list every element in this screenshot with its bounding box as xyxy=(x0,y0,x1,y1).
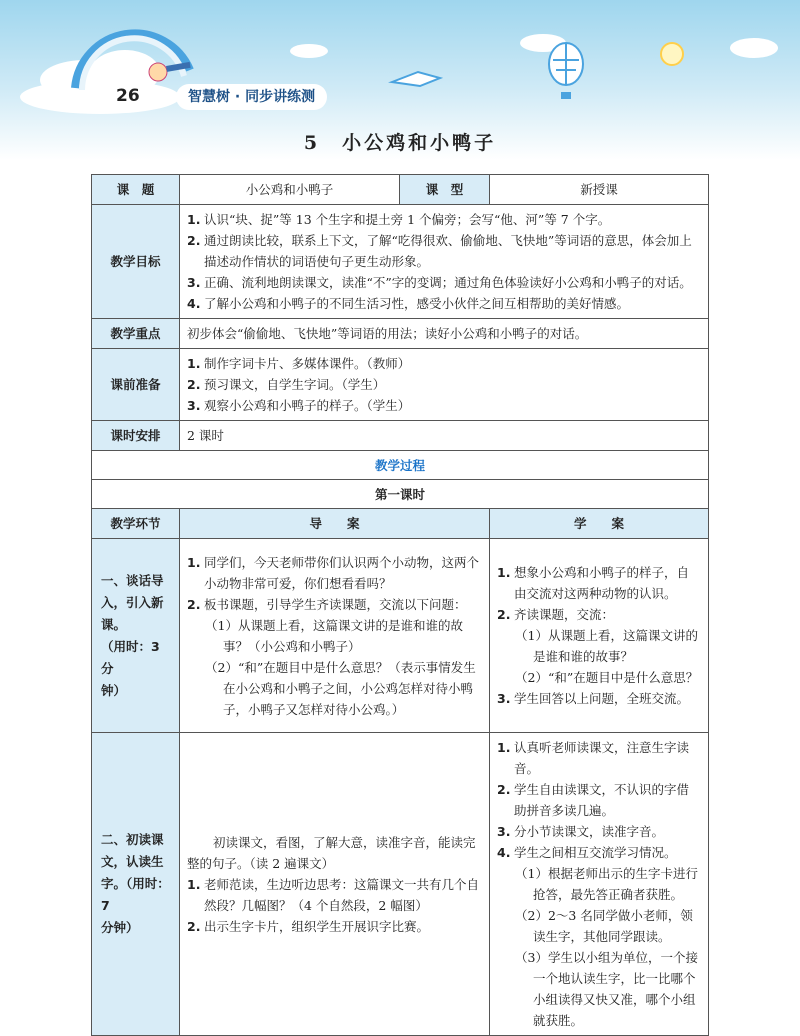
study-item: 3. 学生回答以上问题，全班交流。 xyxy=(497,691,690,706)
guide-item: 2. 板书课题，引导学生齐读课题，交流以下问题： xyxy=(187,596,467,612)
guide-item: 1. 同学们，今天老师带你们认识两个小动物，这两个小动物非常可爱，你们想看看吗？ xyxy=(187,554,480,591)
goal-item: 2. 通过朗读比较，联系上下文，了解“吃得很欢、偷偷地、飞快地”等词语的意思，体会加上描述动作情状的词语使句子更生动形象。 xyxy=(187,233,692,269)
study-subitem: （1）从课题上看，这篇课文讲的是谁和谁的故事？ xyxy=(515,628,698,664)
goal-item: 3. 正确、流利地朗读课文，读准“不”字的变调；通过角色体验读好小公鸡和小鸭子的对话。 xyxy=(187,275,692,290)
step1-label: 一、谈话导 入，引入新 课。 （用时：3 分 钟） xyxy=(92,539,180,733)
child-with-telescope-icon xyxy=(149,63,167,81)
step1-row xyxy=(92,539,709,733)
study-subitem: （1）根据老师出示的生字卡进行抢答，最先答正确者获胜。 xyxy=(515,866,698,902)
step2-guide xyxy=(180,733,490,1036)
study-item: 1. 想象小公鸡和小鸭子的样子，自由交流对这两种动物的认识。 xyxy=(497,565,690,601)
page-number: 26 xyxy=(116,86,140,106)
process-header-row xyxy=(92,509,709,539)
goals-label: 教学目标 xyxy=(92,205,180,319)
key-points-row xyxy=(92,319,709,349)
lesson-plan-table xyxy=(91,174,709,1036)
guide-intro: 初读课文，看图，了解大意，读准字音，能读完整的句子。（读 2 遍课文） xyxy=(187,834,476,871)
schedule-label: 课时安排 xyxy=(92,421,180,451)
glider-icon xyxy=(392,72,440,86)
step2-study xyxy=(490,733,709,1036)
study-subitem: （3）学生以小组为单位，一个接一个地认读生字，比一比哪个小组读得又快又准，哪个小组就获胜。 xyxy=(515,950,698,1028)
sun-icon xyxy=(661,43,683,65)
schedule-row xyxy=(92,421,709,451)
guide-subitem: （1）从课题上看，这篇课文讲的是谁和谁的故事？（小公鸡和小鸭子） xyxy=(205,617,463,654)
step1-study xyxy=(490,539,709,733)
type-label: 课 型 xyxy=(400,175,490,205)
step2-label: 二、初读课 文，认读生 字。（用时：7 分钟） xyxy=(92,733,180,1036)
study-subitem: （2）2～3 名同学做小老师，领读生字，其他同学跟读。 xyxy=(515,908,693,944)
guide-subitem: （2）“和”在题目中是什么意思？（表示事情发生在小公鸡和小鸭子之间，小公鸡怎样对待小鸭子，小鸭子又怎样对待小公鸡。） xyxy=(205,659,476,717)
guide-item: 2. 出示生字卡片，组织学生开展识字比赛。 xyxy=(187,918,430,934)
study-item: 2. 齐读课题，交流： xyxy=(497,607,615,622)
topic-label: 课 题 xyxy=(92,175,180,205)
preparation-content xyxy=(180,349,709,421)
lesson-name: 小公鸡和小鸭子 xyxy=(342,132,497,154)
study-item: 3. 分小节读课文，读准字音。 xyxy=(497,824,665,839)
col-study-header: 学 案 xyxy=(490,509,709,539)
step2-row xyxy=(92,733,709,1036)
col-step-header: 教学环节 xyxy=(92,509,180,539)
prep-item: 1. 制作字词卡片、多媒体课件。（教师） xyxy=(187,356,411,371)
prep-item: 3. 观察小公鸡和小鸭子的样子。（学生） xyxy=(187,398,411,413)
lesson-number: 5 xyxy=(303,132,321,154)
study-item: 2. 学生自由读课文，不认识的字借助拼音多读几遍。 xyxy=(497,782,690,818)
goals-content xyxy=(180,205,709,319)
preparation-row xyxy=(92,349,709,421)
type-value: 新授课 xyxy=(490,175,709,205)
process-section-title: 教学过程 xyxy=(92,451,709,480)
lesson-title xyxy=(0,128,800,155)
key-points-label: 教学重点 xyxy=(92,319,180,349)
key-points-value: 初步体会“偷偷地、飞快地”等词语的用法；读好小公鸡和小鸭子的对话。 xyxy=(180,319,709,349)
schedule-value: 2 课时 xyxy=(180,421,709,451)
goals-row xyxy=(92,205,709,319)
prep-item: 2. 预习课文，自学生字词。（学生） xyxy=(187,377,386,392)
topic-value: 小公鸡和小鸭子 xyxy=(180,175,400,205)
period-title: 第一课时 xyxy=(92,480,709,509)
study-item: 4. 学生之间相互交流学习情况。 xyxy=(497,845,677,860)
col-guide-header: 导 案 xyxy=(180,509,490,539)
study-subitem: （2）“和”在题目中是什么意思？ xyxy=(515,670,699,685)
study-item: 1. 认真听老师读课文，注意生字读音。 xyxy=(497,740,690,776)
goal-item: 1. 认识“块、捉”等 13 个生字和提土旁 1 个偏旁；会写“他、河”等 7 个字。 xyxy=(187,212,611,227)
step1-guide xyxy=(180,539,490,733)
topic-row xyxy=(92,175,709,205)
guide-item: 1. 老师范读，生边听边思考：这篇课文一共有几个自然段？几幅图？（4 个自然段，2 幅图） xyxy=(187,876,480,913)
series-title: 智慧树 · 同步讲练测 xyxy=(176,84,327,110)
preparation-label: 课前准备 xyxy=(92,349,180,421)
goal-item: 4. 了解小公鸡和小鸭子的不同生活习性，感受小伙伴之间互相帮助的美好情感。 xyxy=(187,296,630,311)
